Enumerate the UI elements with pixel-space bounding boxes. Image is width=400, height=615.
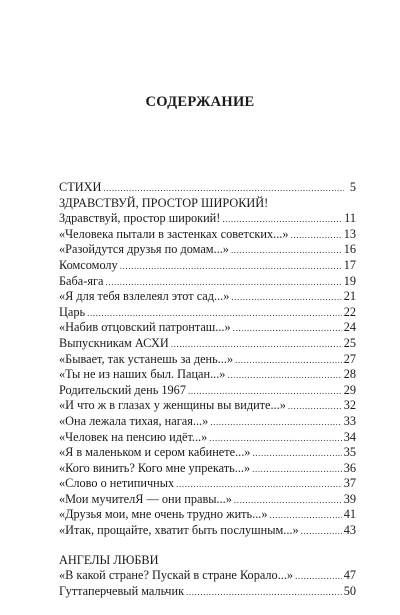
toc-entry[interactable]	[59, 523, 356, 539]
toc-entry[interactable]	[59, 414, 356, 430]
dot-leader	[209, 431, 341, 447]
toc-entry[interactable]	[59, 242, 356, 258]
section-gap	[59, 539, 356, 553]
toc-entry-page: 50	[343, 583, 356, 598]
toc-entry-page: 25	[343, 335, 356, 350]
toc-entry-label: «Разойдутся друзья по домам...»	[59, 242, 229, 257]
section-heading: АНГЕЛЫ ЛЮБВИ	[59, 552, 159, 567]
toc-entry[interactable]	[59, 352, 356, 368]
toc-entry-label: Комсомолу	[59, 257, 118, 272]
toc-entry[interactable]	[59, 383, 356, 399]
toc-entry-page: 41	[343, 507, 356, 522]
toc-entry[interactable]	[59, 258, 356, 274]
dot-leader	[295, 569, 342, 585]
toc-entry-page: 27	[343, 351, 356, 366]
toc-entry[interactable]	[59, 398, 356, 414]
toc-entry[interactable]	[59, 584, 356, 600]
toc-entry-label: «Итак, прощайте, хватит быть послушным...»	[59, 523, 299, 538]
toc-entry-page: 22	[343, 304, 356, 319]
toc-entry-label: «Я в маленьком и сером кабинете...»	[59, 445, 251, 460]
toc-entry-page: 13	[343, 226, 356, 241]
toc-entry-label: СТИХИ	[59, 180, 102, 194]
toc-entry-label: «В какой стране? Пускай в стране Корало...»	[59, 568, 294, 583]
dot-leader	[252, 446, 341, 462]
dot-leader	[301, 524, 342, 540]
dot-leader	[288, 399, 342, 415]
toc-entry-label: Родительский день 1967	[59, 382, 186, 397]
toc-entry[interactable]	[59, 305, 356, 321]
toc-entry-page: 39	[343, 491, 356, 506]
dot-leader	[106, 275, 342, 291]
toc-entry-page: 21	[343, 289, 356, 304]
toc-entry[interactable]	[59, 461, 356, 477]
toc-entry-page: 11	[344, 211, 356, 226]
toc-entry-label: «Человек на пенсию идёт...»	[59, 429, 208, 444]
toc-entry-poems[interactable]	[59, 180, 356, 196]
dot-leader	[291, 228, 342, 244]
dot-leader	[120, 259, 342, 275]
toc-entry[interactable]	[59, 320, 356, 336]
dot-leader	[270, 508, 342, 524]
toc-entry[interactable]	[59, 476, 356, 492]
toc-entry-label: Царь	[59, 304, 86, 319]
toc-entry-page: 47	[343, 568, 356, 583]
toc-entry-label: «И что ж в глазах у женщины вы видите...»	[59, 398, 286, 413]
toc-entry-label: «Мои мучителЯ — они правы...»	[59, 491, 232, 506]
toc-entry[interactable]	[59, 274, 356, 290]
toc-entry-label: «Ты не из наших был. Пацан...»	[59, 367, 226, 382]
toc-entry[interactable]	[59, 336, 356, 352]
dot-leader	[227, 368, 341, 384]
toc-entry-page: 37	[343, 476, 356, 491]
dot-leader	[231, 290, 341, 306]
toc-entry[interactable]	[59, 289, 356, 305]
dot-leader	[231, 243, 342, 259]
toc-entry-label: Баба-яга	[59, 273, 104, 288]
toc-entry[interactable]	[59, 227, 356, 243]
dot-leader	[252, 462, 342, 478]
toc-entry[interactable]	[59, 507, 356, 523]
toc-entry-page: 33	[343, 413, 356, 428]
dot-leader	[233, 321, 342, 337]
dot-leader	[87, 306, 342, 322]
toc-entry-label: Гуттаперчевый мальчик	[59, 583, 185, 598]
toc-entry-label: «Слово о нетипичных	[59, 476, 175, 491]
toc-entry-page: 28	[343, 367, 356, 382]
toc-entry-page: 43	[343, 523, 356, 538]
toc-entry-label: «Бывает, так устанешь за день...»	[59, 351, 234, 366]
dot-leader	[171, 337, 342, 353]
toc-entry[interactable]	[59, 445, 356, 461]
toc-entry-label: Здравствуй, простор широкий!	[59, 211, 221, 226]
page-title: СОДЕРЖАНИЕ	[145, 94, 255, 110]
toc-entry-label: «Набив отцовский патронташ...»	[59, 320, 231, 335]
dot-leader	[222, 212, 342, 228]
toc-list-section1	[59, 211, 356, 538]
dot-leader	[188, 384, 342, 400]
toc-entry-page: 24	[343, 320, 356, 335]
toc-entry[interactable]	[59, 492, 356, 508]
toc-entry-page: 35	[343, 445, 356, 460]
toc-entry[interactable]	[59, 367, 356, 383]
toc-entry-label: «Я для тебя взлелеял этот сад...»	[59, 289, 230, 304]
dot-leader	[176, 477, 342, 493]
toc-list-section2	[59, 568, 356, 599]
toc-entry[interactable]	[59, 430, 356, 446]
toc-entry-page: 16	[343, 242, 356, 257]
section-heading: ЗДРАВСТВУЙ, ПРОСТОР ШИРОКИЙ!	[59, 195, 269, 210]
dot-leader	[210, 415, 341, 431]
dot-leader	[235, 353, 342, 369]
toc-entry[interactable]	[59, 568, 356, 584]
toc-entry-label: «Кого винить? Кого мне упрекать...»	[59, 460, 251, 475]
toc-entry-label: «Человека пытали в застенках советских...»	[59, 226, 289, 241]
toc-entry-page: 17	[343, 257, 356, 272]
dot-leader	[103, 181, 344, 197]
table-of-contents	[59, 180, 356, 599]
toc-entry-page: 32	[343, 398, 356, 413]
toc-entry-label: Выпускникам АСХИ	[59, 335, 169, 350]
toc-entry-page: 34	[343, 429, 356, 444]
toc-entry[interactable]	[59, 211, 356, 227]
toc-entry-page: 5	[349, 180, 356, 194]
toc-entry-label: «Друзья мои, мне очень трудно жить...»	[59, 507, 268, 522]
toc-entry-page: 29	[343, 382, 356, 397]
toc-entry-page: 19	[343, 273, 356, 288]
toc-entry-page: 36	[343, 460, 356, 475]
dot-leader	[186, 585, 342, 601]
dot-leader	[234, 493, 342, 509]
toc-entry-label: «Она лежала тихая, нагая...»	[59, 413, 209, 428]
